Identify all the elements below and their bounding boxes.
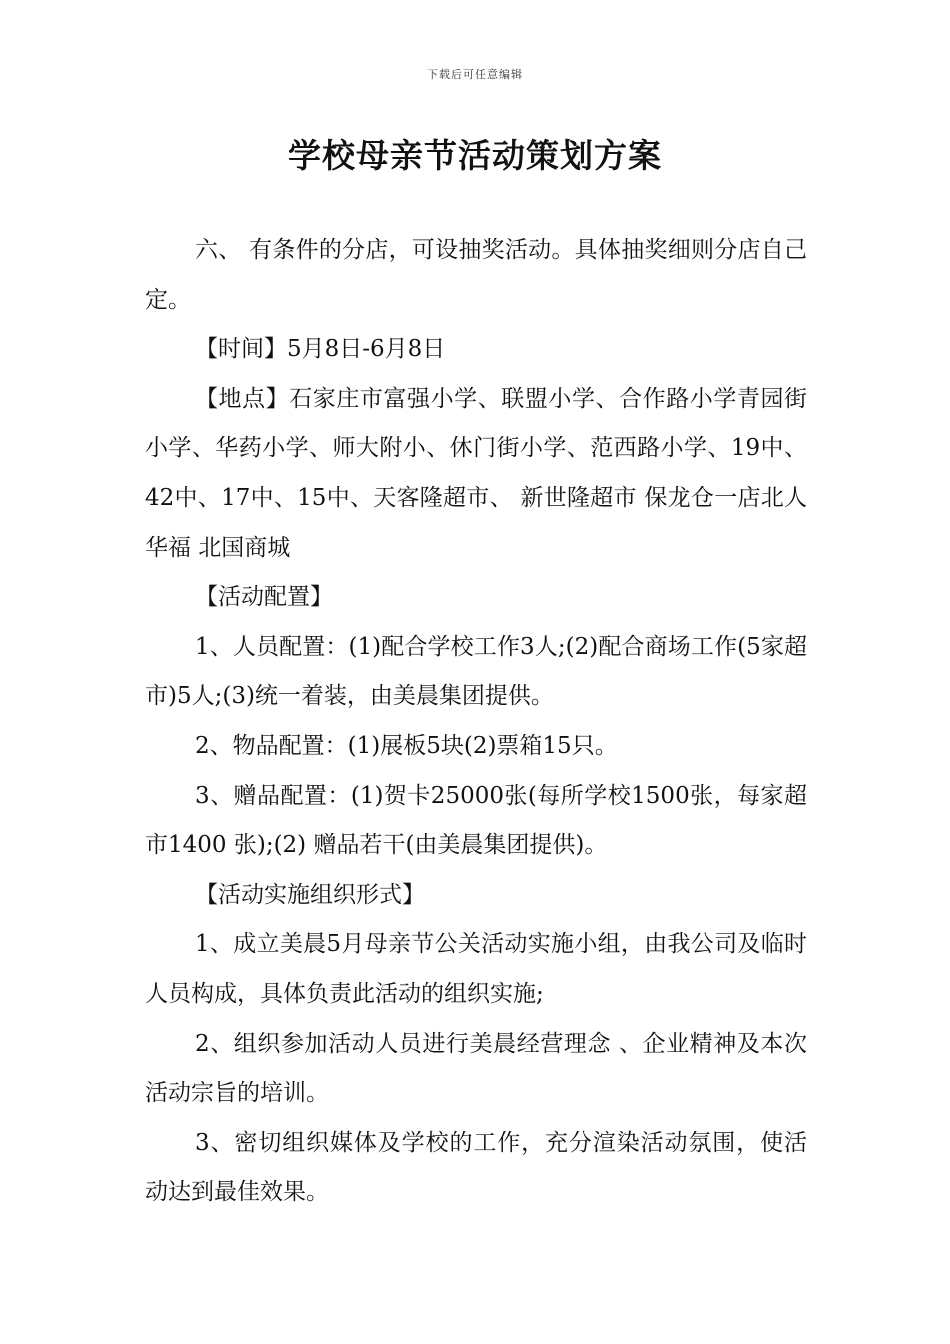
paragraph-org-3: 3、密切组织媒体及学校的工作，充分渲染活动氛围，使活动达到最佳效果。 bbox=[145, 1129, 807, 1206]
paragraph-gifts-config: 3、赠品配置：(1)贺卡25000张(每所学校1500张，每家超市1400 张);(2) 赠品若干(由美晨集团提供)。 bbox=[145, 782, 807, 859]
section-heading-organization: 【活动实施组织形式】 bbox=[195, 881, 425, 908]
document-title: 学校母亲节活动策划方案 bbox=[288, 136, 662, 175]
section-heading-config: 【活动配置】 bbox=[195, 584, 333, 611]
paragraph-org-1: 1、成立美晨5月母亲节公关活动实施小组，由我公司及临时人员构成，具体负责此活动的组织实施; bbox=[145, 931, 807, 1007]
paragraph-items-config: 2、物品配置：(1)展板5块(2)票箱15只。 bbox=[195, 732, 618, 759]
paragraph-org-2: 2、组织参加活动人员进行美晨经营理念 、企业精神及本次活动宗旨的培训。 bbox=[145, 1030, 807, 1107]
paragraph-staff-config: 1、人员配置：(1)配合学校工作3人;(2)配合商场工作(5家超市)5人;(3)统一着装，由美晨集团提供。 bbox=[145, 633, 807, 710]
header-note: 下载后可任意编辑 bbox=[427, 68, 523, 81]
paragraph-location: 【地点】石家庄市富强小学、联盟小学、合作路小学青园街小学、华药小学、师大附小、休门街小学、范西路小学、19中、42中、17中、15中、天客隆超市、 新世隆超市 保龙仓一店北人华福 北国商城 bbox=[145, 385, 807, 561]
paragraph-time: 【时间】5月8日-6月8日 bbox=[195, 336, 446, 363]
document-body bbox=[145, 226, 807, 1218]
paragraph-lottery: 六、 有条件的分店，可设抽奖活动。具体抽奖细则分店自己定。 bbox=[145, 237, 807, 313]
